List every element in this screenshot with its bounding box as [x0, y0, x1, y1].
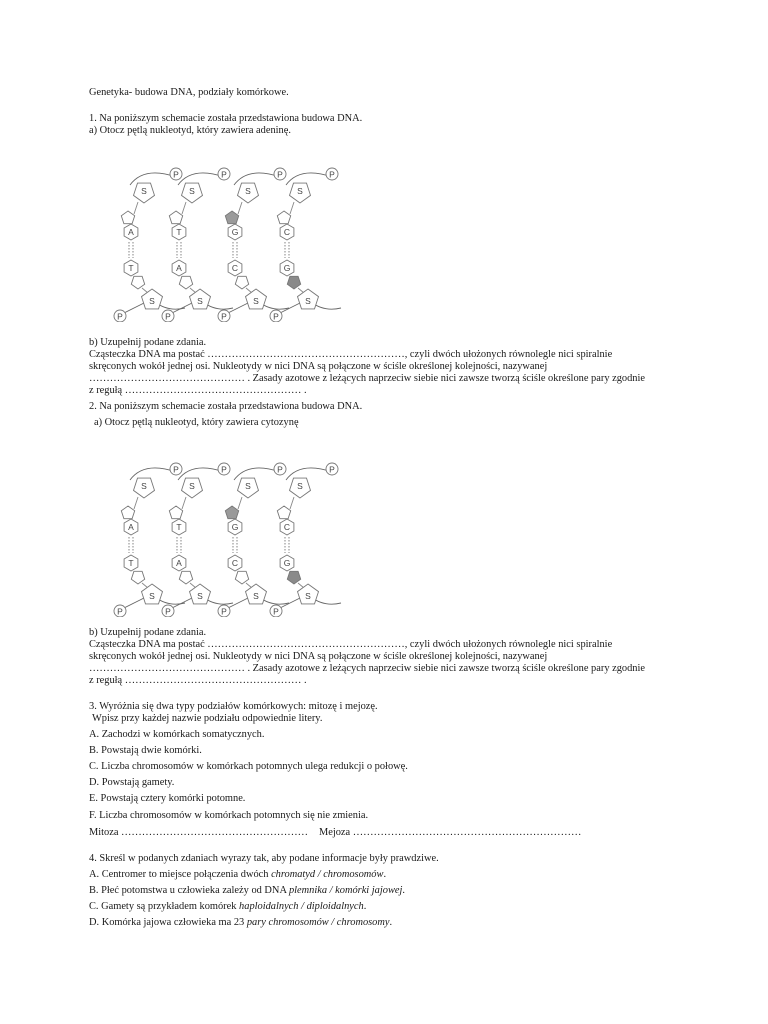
backbone-link: [178, 173, 224, 185]
q4-item-d-end: .: [389, 917, 393, 928]
page-title: Genetyka- budowa DNA, podziały komórkowe.: [89, 87, 289, 98]
q4-item-b-end: .: [402, 885, 405, 896]
q1-task-a: a) Otocz pętlą nukleotyd, który zawiera adeninę.: [89, 125, 291, 136]
backbone-link: [130, 468, 176, 480]
top-base-label: G: [231, 522, 239, 532]
backbone-link: [130, 173, 176, 185]
sugar-label: S: [149, 296, 155, 306]
phosphate-label: P: [221, 311, 227, 322]
base-ring: [287, 571, 300, 584]
q4-item-c: [89, 901, 366, 913]
mitoza-answer-line: Mitoza ………………………………………………: [89, 827, 309, 838]
sugar-label: S: [189, 186, 195, 196]
q4-item-d-text: D. Komórka jajowa człowieka ma 23: [89, 917, 247, 928]
q3-item-b: B. Powstają dwie komórki.: [89, 745, 202, 756]
q3-item-f: F. Liczba chromosomów w komórkach potomnych się nie zmienia.: [89, 810, 369, 821]
q3-sub: Wpisz przy każdej nazwie podziału odpowiednie litery.: [92, 713, 323, 724]
sugar-label: S: [305, 296, 311, 306]
q3-item-c: C. Liczba chromosomów w komórkach potomnych ulega redukcji o połowę.: [89, 761, 408, 772]
dna-diagram-2: [108, 455, 348, 617]
connector-line: [134, 202, 138, 214]
dna-diagram-1: [108, 160, 348, 322]
q4-item-a-end: .: [383, 869, 387, 880]
base-ring: [235, 276, 248, 289]
connector-line: [134, 497, 138, 509]
phosphate-label: P: [165, 606, 171, 617]
q4-item-c-choice: haploidalnych / diploidalnych: [239, 901, 364, 912]
base-ring: [277, 506, 290, 519]
phosphate-label: P: [221, 606, 227, 617]
base-ring: [169, 211, 182, 224]
base-ring: [131, 571, 144, 584]
phosphate-label: P: [221, 169, 227, 180]
sugar-label: S: [141, 186, 147, 196]
base-ring: [287, 276, 300, 289]
top-base-label: A: [128, 522, 134, 532]
q4-item-c-end: .: [363, 901, 367, 912]
bottom-base-label: A: [176, 263, 182, 273]
connector-line: [290, 497, 294, 509]
bottom-base-label: G: [283, 558, 291, 568]
backbone-link: [286, 468, 332, 480]
top-base-label: G: [231, 227, 239, 237]
phosphate-label: P: [165, 311, 171, 322]
q4-item-b: [89, 885, 405, 897]
bottom-base-label: T: [128, 558, 134, 568]
q1-line-1: Cząsteczka DNA ma postać …………………………………………………, czyli dwóch ułożonych równolegle nici spiralnie: [89, 349, 613, 360]
top-base-label: C: [283, 227, 291, 237]
sugar-label: S: [297, 186, 303, 196]
q2-line-2: skręconych wokół jednej osi. Nukleotydy w nici DNA są połączone w ściśle określonej kolejności, nazywanej: [89, 651, 548, 662]
top-base-label: T: [176, 522, 182, 532]
top-base-label: T: [176, 227, 182, 237]
phosphate-label: P: [173, 169, 179, 180]
q3-item-e: E. Powstają cztery komórki potomne.: [89, 793, 246, 804]
sugar-label: S: [245, 481, 251, 491]
q1-line-2: skręconych wokół jednej osi. Nukleotydy w nici DNA są połączone w ściśle określonej kolejności, nazywanej: [89, 361, 548, 372]
base-ring: [121, 506, 134, 519]
q4-item-a: [89, 869, 386, 881]
sugar-label: S: [189, 481, 195, 491]
connector-line: [182, 202, 186, 214]
phosphate-label: P: [273, 311, 279, 322]
base-ring: [179, 276, 192, 289]
base-ring: [225, 211, 238, 224]
mejoza-answer-line: Mejoza …………………………………………………………: [319, 827, 582, 838]
q2-task-b: b) Uzupełnij podane zdania.: [89, 627, 207, 638]
base-ring: [277, 211, 290, 224]
connector-line: [290, 202, 294, 214]
sugar-label: S: [297, 481, 303, 491]
q2-task-a: a) Otocz pętlą nukleotyd, który zawiera cytozynę: [94, 417, 299, 428]
q4-item-d: [89, 917, 392, 929]
bottom-base-label: A: [176, 558, 182, 568]
phosphate-label: P: [277, 169, 283, 180]
q4-heading: 4. Skreśl w podanych zdaniach wyrazy tak, aby podane informacje były prawdziwe.: [89, 853, 439, 864]
q4-item-a-choice: chromatyd / chromosomów: [271, 869, 384, 880]
phosphate-label: P: [117, 606, 123, 617]
bottom-base-label: G: [283, 263, 291, 273]
phosphate-label: P: [221, 464, 227, 475]
base-ring: [169, 506, 182, 519]
q4-item-a-text: A. Centromer to miejsce połączenia dwóch: [89, 869, 272, 880]
sugar-label: S: [245, 186, 251, 196]
sugar-label: S: [197, 591, 203, 601]
bottom-base-label: T: [128, 263, 134, 273]
q1-line-4: z regułą …………………………………………… .: [89, 385, 307, 396]
top-base-label: C: [283, 522, 291, 532]
phosphate-label: P: [329, 464, 335, 475]
phosphate-label: P: [117, 311, 123, 322]
backbone-link: [234, 173, 280, 185]
q2-line-4: z regułą …………………………………………… .: [89, 675, 307, 686]
q2-line-3: ……………………………………… . Zasady azotowe z leżących naprzeciw siebie nici zawsze tworzą ściśle określone pary zgodnie: [89, 663, 646, 674]
base-ring: [121, 211, 134, 224]
q4-item-b-choice: plemnika / komórki jajowej: [288, 885, 403, 896]
q4-item-d-choice: pary chromosomów / chromosomy: [246, 917, 390, 928]
sugar-label: S: [253, 296, 259, 306]
sugar-label: S: [197, 296, 203, 306]
q4-item-c-text: C. Gamety są przykładem komórek: [89, 901, 240, 912]
bottom-base-label: C: [231, 558, 239, 568]
base-ring: [225, 506, 238, 519]
bottom-base-label: C: [231, 263, 239, 273]
sugar-label: S: [253, 591, 259, 601]
q3-item-d: D. Powstają gamety.: [89, 777, 175, 788]
q1-heading: 1. Na poniższym schemacie została przedstawiona budowa DNA.: [89, 113, 363, 124]
q1-task-b: b) Uzupełnij podane zdania.: [89, 337, 207, 348]
phosphate-label: P: [277, 464, 283, 475]
backbone-link: [178, 468, 224, 480]
sugar-label: S: [149, 591, 155, 601]
q4-item-b-text: B. Płeć potomstwa u człowieka zależy od DNA: [89, 885, 289, 896]
top-base-label: A: [128, 227, 134, 237]
backbone-link: [286, 173, 332, 185]
phosphate-label: P: [173, 464, 179, 475]
base-ring: [179, 571, 192, 584]
q2-heading: 2. Na poniższym schemacie została przedstawiona budowa DNA.: [89, 401, 363, 412]
q1-line-3: ……………………………………… . Zasady azotowe z leżących naprzeciw siebie nici zawsze tworzą ściśle określone pary zgodnie: [89, 373, 646, 384]
q3-heading: 3. Wyróżnia się dwa typy podziałów komórkowych: mitozę i mejozę.: [89, 701, 378, 712]
base-ring: [235, 571, 248, 584]
base-ring: [131, 276, 144, 289]
backbone-link: [234, 468, 280, 480]
q3-item-a: A. Zachodzi w komórkach somatycznych.: [89, 729, 265, 740]
sugar-label: S: [141, 481, 147, 491]
sugar-label: S: [305, 591, 311, 601]
q2-line-1: Cząsteczka DNA ma postać …………………………………………………, czyli dwóch ułożonych równolegle nici spiralnie: [89, 639, 613, 650]
connector-line: [238, 497, 242, 509]
connector-line: [182, 497, 186, 509]
connector-line: [238, 202, 242, 214]
phosphate-label: P: [273, 606, 279, 617]
phosphate-label: P: [329, 169, 335, 180]
